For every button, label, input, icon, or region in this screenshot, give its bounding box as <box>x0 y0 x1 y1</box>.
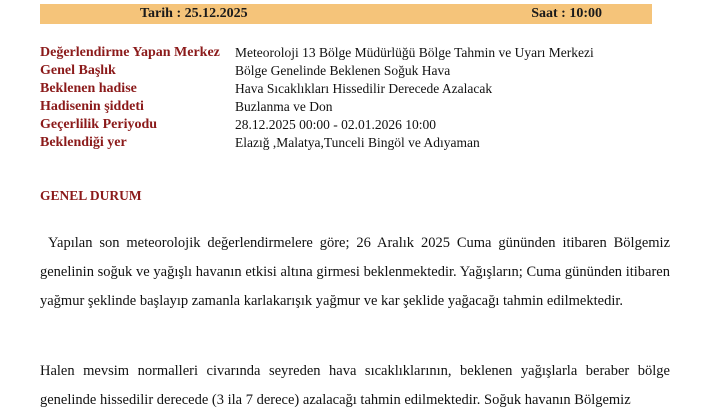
info-value: Bölge Genelinde Beklenen Soğuk Hava <box>235 63 451 78</box>
info-value: 28.12.2025 00:00 - 02.01.2026 10:00 <box>235 117 436 132</box>
section-title: GENEL DURUM <box>40 188 142 203</box>
info-row-center <box>40 44 680 62</box>
paragraph: Halen mevsim normalleri civarında seyreden hava sıcaklıklarının, beklenen yağışlarla beraber bölge genelinde hissedilir derecede (3 ila 7 derece) azalacağı tahmin edilmektedir. Soğuk havanın Bölgemiz <box>40 363 670 408</box>
info-value: Meteoroloji 13 Bölge Müdürlüğü Bölge Tahmin ve Uyarı Merkezi <box>235 45 594 60</box>
info-label: Değerlendirme Yapan Merkez <box>40 45 220 60</box>
info-label: Hadisenin şiddeti <box>40 99 144 114</box>
info-label: Beklendiği yer <box>40 135 127 150</box>
info-table <box>40 44 680 152</box>
paragraph: Yapılan son meteorolojik değerlendirmelere göre; 26 Aralık 2025 Cuma gününden itibaren Bölgemiz genelinin soğuk ve yağışlı havanın etkisi altına girmesi beklenmektedir. Yağışların; Cuma gününden itibaren yağmur şeklinde başlayıp zamanla karlakarışık yağmur ve kar şeklide yağacağı tahmin edilmektedir. <box>40 235 670 309</box>
info-value: Hava Sıcaklıkları Hissedilir Derecede Azalacak <box>235 81 493 96</box>
info-label: Genel Başlık <box>40 63 116 78</box>
info-row-severity <box>40 98 680 116</box>
info-label: Geçerlilik Periyodu <box>40 117 158 132</box>
info-value: Buzlanma ve Don <box>235 99 333 114</box>
header-bar <box>40 4 652 24</box>
time-label: Saat : 10:00 <box>531 6 602 21</box>
info-row-location <box>40 134 680 152</box>
info-row-title <box>40 62 680 80</box>
info-row-period <box>40 116 680 134</box>
date-label: Tarih : 25.12.2025 <box>140 6 248 21</box>
info-label: Beklenen hadise <box>40 81 137 96</box>
info-value: Elazığ ,Malatya,Tunceli Bingöl ve Adıyaman <box>235 135 480 150</box>
info-row-event <box>40 80 680 98</box>
